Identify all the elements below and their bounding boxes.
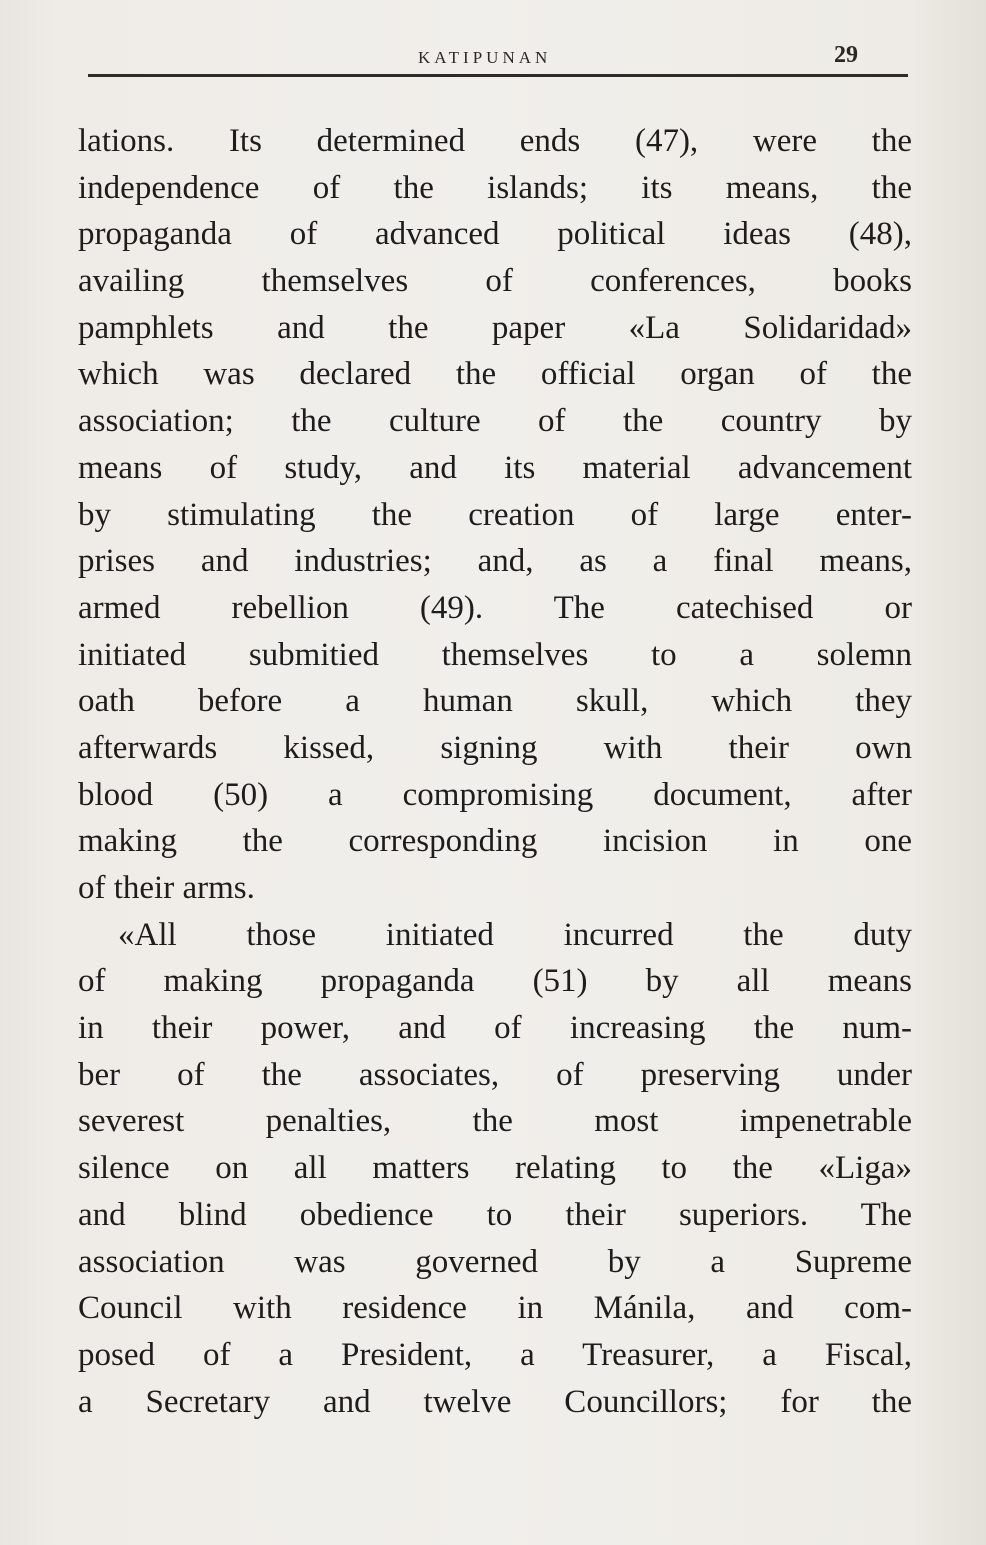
text-line: posed of a President, a Treasurer, a Fiscal, xyxy=(78,1336,912,1373)
header-rule xyxy=(88,74,908,77)
page-number: 29 xyxy=(834,42,858,68)
text-line: oath before a human skull, which they xyxy=(78,683,912,720)
text-line: silence on all matters relating to the «Liga» xyxy=(78,1150,912,1187)
text-line: lations. Its determined ends (47), were the xyxy=(78,123,912,159)
text-line: ber of the associates, of preserving under xyxy=(78,1056,912,1093)
text-line: propaganda of advanced political ideas (48), xyxy=(78,216,912,253)
text-line: initiated submitied themselves to a solemn xyxy=(78,636,912,673)
text-line: by stimulating the creation of large enter- xyxy=(78,496,912,533)
text-line: availing themselves of conferences, books xyxy=(78,263,912,300)
text-line: severest penalties, the most impenetrable xyxy=(78,1103,912,1140)
text-line: which was declared the official organ of the xyxy=(78,356,912,393)
text-line: and blind obedience to their superiors. The xyxy=(78,1196,912,1233)
text-line: association; the culture of the country by xyxy=(78,403,912,440)
text-line: making the corresponding incision in one xyxy=(78,823,912,860)
text-line: means of study, and its material advancement xyxy=(78,449,912,486)
paragraph-end-line: of their arms. xyxy=(78,870,255,906)
text-line: armed rebellion (49). The catechised or xyxy=(78,589,912,626)
text-line: in their power, and of increasing the num- xyxy=(78,1010,912,1047)
text-line: independence of the islands; its means, the xyxy=(78,169,912,206)
body-text xyxy=(78,118,912,1425)
text-line: a Secretary and twelve Councillors; for the xyxy=(78,1383,912,1420)
running-title: KATIPUNAN xyxy=(418,48,552,67)
text-line: prises and industries; and, as a final means, xyxy=(78,543,912,580)
text-line: Council with residence in Mánila, and com- xyxy=(78,1290,912,1327)
paragraph-start-line: «All those initiated incurred the duty xyxy=(118,916,912,953)
text-line: pamphlets and the paper «La Solidaridad» xyxy=(78,309,912,346)
page-header xyxy=(88,42,908,82)
text-line: association was governed by a Supreme xyxy=(78,1243,912,1280)
text-line: blood (50) a compromising document, after xyxy=(78,776,912,813)
text-line: afterwards kissed, signing with their own xyxy=(78,729,912,766)
text-line: of making propaganda (51) by all means xyxy=(78,963,912,1000)
